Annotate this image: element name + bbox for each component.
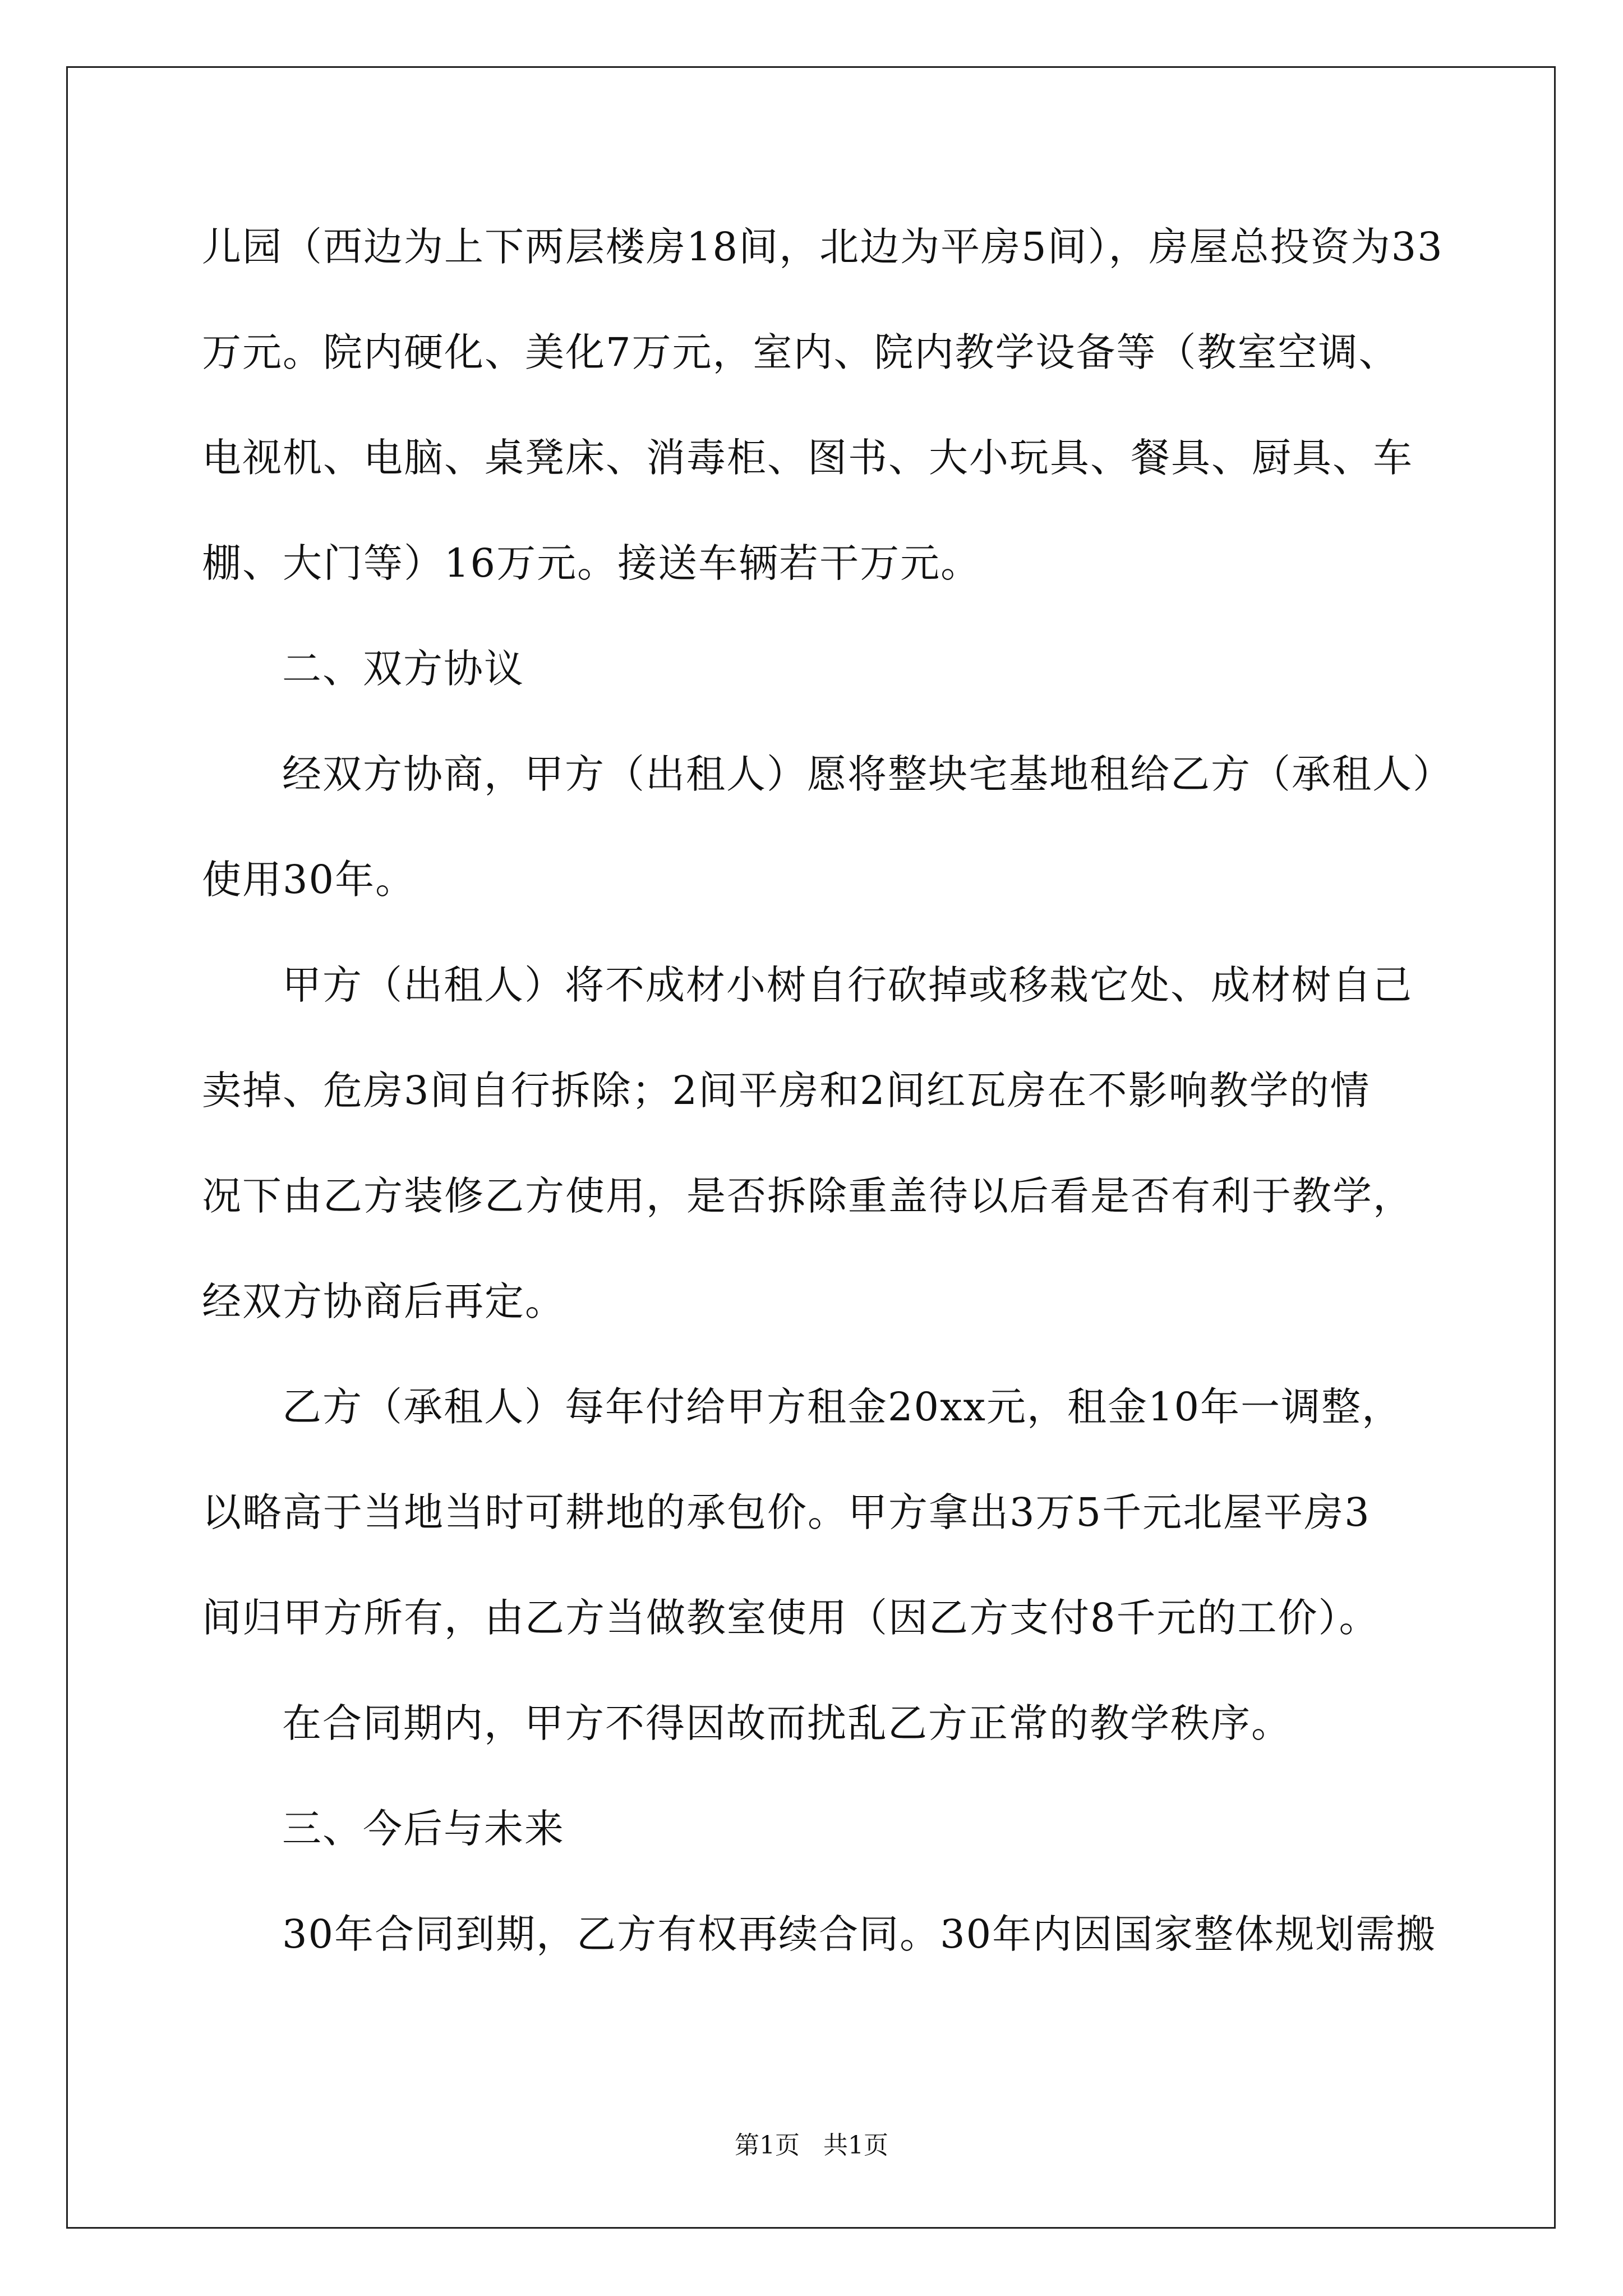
body-line: 况下由乙方装修乙方使用，是否拆除重盖待以后看是否有利于教学， bbox=[202, 1173, 1413, 1219]
body-line: 30年合同到期，乙方有权再续合同。30年内因国家整体规划需搬 bbox=[282, 1911, 1437, 1957]
body-line: 儿园（西边为上下两层楼房18间，北边为平房5间），房屋总投资为33 bbox=[202, 224, 1444, 270]
page-number-footer: 第1页 共1页 bbox=[735, 2131, 888, 2160]
section-heading: 二、双方协议 bbox=[282, 646, 524, 692]
section-heading: 三、今后与未来 bbox=[282, 1806, 565, 1852]
body-line: 乙方（承租人）每年付给甲方租金20xx元，租金10年一调整， bbox=[282, 1384, 1403, 1430]
body-line: 在合同期内，甲方不得因故而扰乱乙方正常的教学秩序。 bbox=[282, 1700, 1292, 1746]
body-line: 电视机、电脑、桌凳床、消毒柜、图书、大小玩具、餐具、厨具、车 bbox=[202, 435, 1413, 481]
body-line: 使用30年。 bbox=[202, 857, 416, 903]
body-line: 棚、大门等）16万元。接送车辆若干万元。 bbox=[202, 540, 981, 586]
page-border bbox=[66, 66, 1556, 2229]
body-line: 卖掉、危房3间自行拆除；2间平房和2间红瓦房在不影响教学的情 bbox=[202, 1068, 1371, 1114]
body-line: 万元。院内硬化、美化7万元，室内、院内教学设备等（教室空调、 bbox=[202, 329, 1399, 375]
body-line: 间归甲方所有，由乙方当做教室使用（因乙方支付8千元的工价）。 bbox=[202, 1595, 1380, 1641]
body-line: 甲方（出租人）将不成材小树自行砍掉或移栽它处、成材树自己 bbox=[282, 962, 1413, 1008]
body-line: 以略高于当地当时可耕地的承包价。甲方拿出3万5千元北屋平房3 bbox=[202, 1489, 1371, 1535]
body-line: 经双方协商，甲方（出租人）愿将整块宅基地租给乙方（承租人） bbox=[282, 751, 1453, 797]
body-line: 经双方协商后再定。 bbox=[202, 1278, 565, 1324]
